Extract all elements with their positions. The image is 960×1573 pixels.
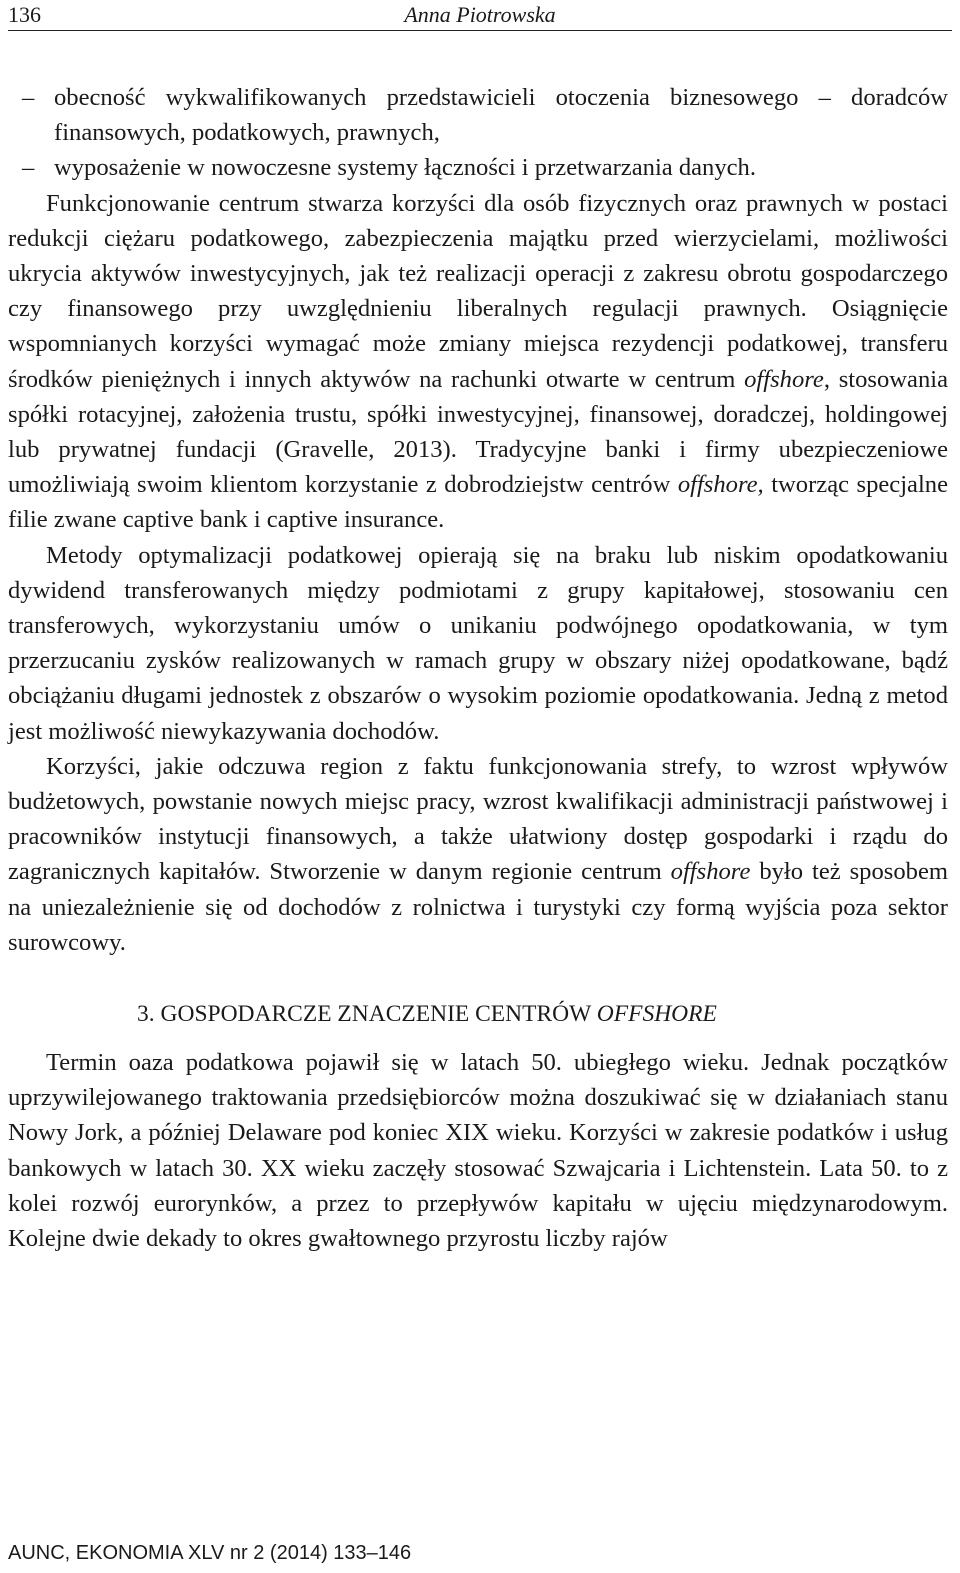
section-heading-text: 3. GOSPODARCZE ZNACZENIE CENTRÓW (137, 1001, 597, 1028)
paragraph-benefits (8, 186, 948, 538)
page-number: 136 (8, 2, 41, 27)
italic-term: offshore, (677, 471, 764, 499)
page-header (8, 0, 952, 31)
paragraph-text: Funkcjonowanie centrum stwarza korzyści dla osób fizycznych oraz prawnych w postaci redukcji ciężaru podatkowego, zabezpieczenia majątku przed wierzycielami, możliwości ukrycia aktywów inwestycyjnych, jak też realizacji operacji z zakresu obrotu gospodarczego czy finansowego przy uwzględnieniu liberalnych regulacji prawnych. Osiągnięcie wspomnianych korzyści wymagać może zmiany miejsca rezydencji podatkowej, transferu środków pieniężnych i innych aktywów na rachunki otwarte w centrum (8, 189, 948, 393)
paragraph-history: Termin oaza podatkowa pojawił się w latach 50. ubiegłego wieku. Jednak początków uprzywilejowanego traktowania przedsiębiorców można doszukiwać się w działaniach stanu Nowy Jork, a później Delaware pod koniec XIX wieku. Korzyści w zakresie podatków i usług bankowych w latach 30. XX wieku zaczęły stosować Szwajcaria i Lichtenstein. Lata 50. to z kolei rozwój eurorynków, a przez to przepływów kapitału w ujęciu międzynarodowym. Kolejne dwie dekady to okres gwałtownego przyrostu liczby rajów (8, 1049, 948, 1253)
italic-term: offshore (670, 858, 751, 886)
paragraph-text: Korzyści, jakie odczuwa region z faktu funkcjonowania strefy, to wzrost wpływów budżetowych, powstanie nowych miejsc pracy, wzrost kwalifikacji administracji państwowej i pracowników instytucji finansowych, a także ułatwiony dostęp gospodarki i rządu do zagranicznych kapitałów. Stworzenie w danym regionie centrum (8, 752, 948, 886)
list-item (8, 150, 948, 185)
paragraph-text: było też sposobem na uniezależnienie się od dochodów z rolnictwa i turystyki czy formą wyjścia poza sektor surowcowy. (8, 858, 948, 956)
italic-term: offshore (744, 365, 824, 393)
list-item-text: obecność wykwalifikowanych przedstawicieli otoczenia biznesowego – doradców finansowych, podatkowych, prawnych, (54, 84, 948, 147)
section-heading-italic: OFFSHORE (596, 1001, 717, 1028)
list-item (8, 80, 948, 150)
page-footer-citation: AUNC, EKONOMIA XLV nr 2 (2014) 133–146 (8, 1542, 412, 1564)
paragraph-text: , stosowania spółki rotacyjnej, założenia trustu, spółki inwestycyjnej, finansowej, doradczej, holdingowej lub prywatnej fundacji (Gravelle, 2013). Tradycyjne banki i firmy ubezpieczeniowe umożliwiają swoim klientom korzystanie z dobrodziejstw centrów (8, 365, 948, 499)
page-body (8, 80, 948, 1256)
paragraph-region-benefits (8, 749, 948, 960)
section-heading (8, 998, 948, 1030)
dash-bullet: – (22, 154, 35, 182)
paragraph-text: tworząc specjalne filie zwane captive bank i captive insurance. (8, 471, 949, 534)
dash-bullet: – (22, 84, 35, 111)
bullet-list (8, 80, 948, 186)
paragraph-optimization-methods: Metody optymalizacji podatkowej opierają się na braku lub niskim opodatkowaniu dywidend transferowanych między podmiotami z grupy kapitałowej, stosowaniu cen transferowych, wykorzystaniu umów o unikaniu podwójnego opodatkowania, w tym przerzucaniu zysków realizowanych w ramach grupy w obszary niżej opodatkowane, bądź obciążaniu długami jednostek z obszarów o wysokim poziomie opodatkowania. Jedną z metod jest możliwość niewykazywania dochodów. (8, 541, 948, 745)
list-item-text: wyposażenie w nowoczesne systemy łączności i przetwarzania danych. (54, 154, 757, 182)
running-head-author: Anna Piotrowska (404, 2, 556, 27)
